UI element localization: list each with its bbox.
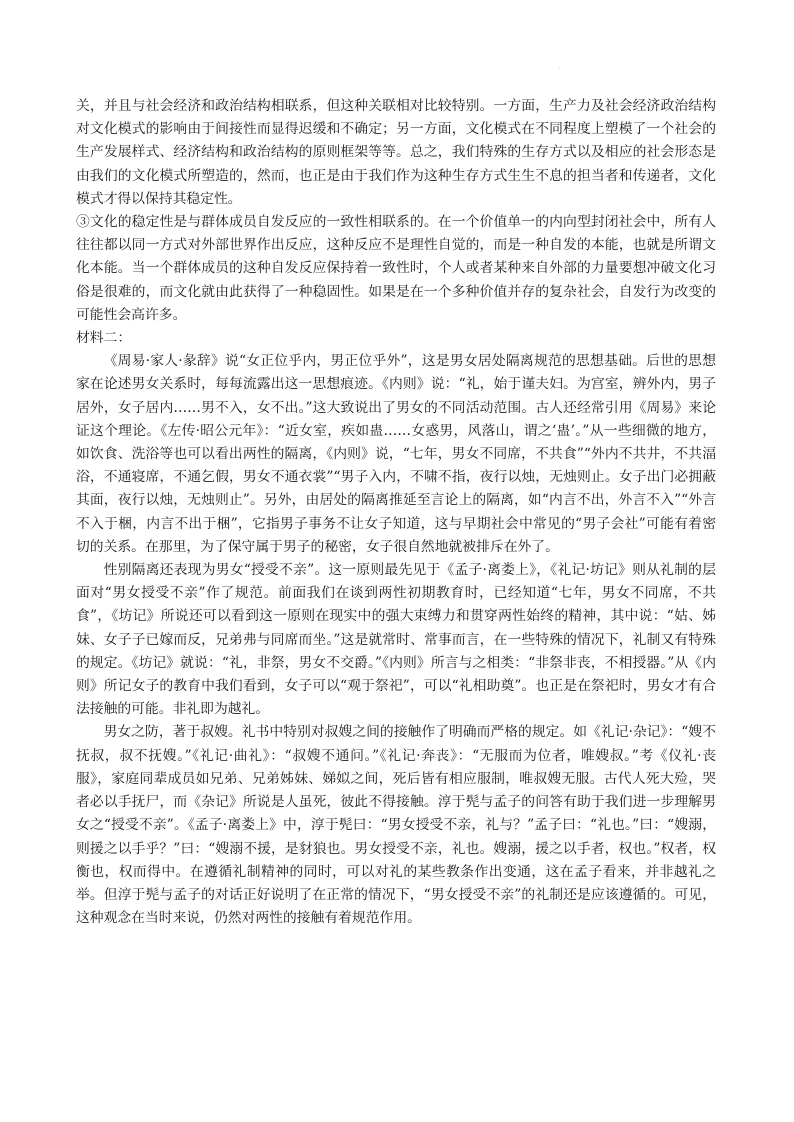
paragraph-stability: ③文化的稳定性是与群体成员自发反应的一致性相联系的。在一个价值单一的内向型封闭社会中，所有人往往都以同一方式对外部世界作出反应，这种反应不是理性自觉的，而是一种自发的本能，也就是所谓文化本能。当一个群体成员的这种自发反应保持着一致性时，个人或者某种来自外部的力量要想冲破文化习俗是很难的，而文化就由此获得了一种稳固性。如果是在一个多种价值并存的复杂社会，自发行为改变的可能性会高许多。 — [76, 214, 716, 323]
material-label: 材料二： — [76, 330, 132, 347]
paragraph-continued: 关，并且与社会经济和政治结构相联系，但这种关联相对比较特别。一方面，生产力及社会经济政治结构对文化模式的影响由于间接性而显得迟缓和不确定；另一方面，文化模式在不同程度上塑模了一个社会的生产发展样式、经济结构和政治结构的原则框架等等。总之，我们特殊的生存方式以及相应的社会形态是由我们的文化模式所塑造的，然而，也正是由于我们作为这种生存方式生生不息的担当者和传递者，文化模式才得以保持其稳定性。 — [76, 98, 716, 207]
header-mark: · — [558, 64, 561, 72]
paragraph-shusao: 男女之防，著于叔嫂。礼书中特别对叔嫂之间的接触作了明确而严格的规定。如《礼记·杂记》：“嫂不抚叔，叔不抚嫂。”《礼记·曲礼》：“叔嫂不通问。”《礼记·奔丧》：“无服而为位者，唯嫂叔。”考《仪礼·丧服》，家庭同辈成员如兄弟、兄弟姊妹、娣姒之间，死后皆有相应服制，唯叔嫂无服。古代人死大殓，哭者必以手抚尸，而《杂记》所说是人虽死，彼此不得接触。淳于髡与孟子的问答有助于我们进一步理解男女之“授受不亲”。《孟子·离娄上》中，淳于髡曰：“男女授受不亲，礼与？”孟子曰：“礼也。”曰：“嫂溺，则援之以手乎？”曰：“嫂溺不援，是豺狼也。男女授受不亲，礼也。嫂溺，援之以手者，权也。”权者，权衡也，权而得中。在遵循礼制精神的同时，可以对礼的某些教条作出变通，这在孟子看来，并非越礼之举。但淳于髡与孟子的对话正好说明了在正常的情况下，“男女授受不亲”的礼制还是应该遵循的。可见，这种观念在当时来说，仍然对两性的接触有着规范作用。 — [76, 724, 716, 927]
document-body — [76, 95, 716, 930]
paragraph-zhouyi: 《周易·家人·彖辞》说“女正位乎内，男正位乎外”，这是男女居处隔离规范的思想基础。后世的思想家在论述男女关系时，每每流露出这一思想痕迹。《内则》说：“礼，始于谨夫妇。为宫室，辨外内，男子居外，女子居内……男不入，女不出。”这大致说出了男女的不同活动范围。古人还经常引用《周易》来论证这个理论。《左传·昭公元年》：“近女室，疾如蛊……女惑男，风落山，谓之‘蛊’。”从一些细微的地方，如饮食、洗浴等也可以看出两性的隔离，《内则》说，“七年，男女不同席，不共食”“外内不共井，不共湢浴，不通寝席，不通乞假，男女不通衣裳”“男子入内，不啸不指，夜行以烛，无烛则止。女子出门必拥蔽其面，夜行以烛，无烛则止”。另外，由居处的隔离推延至言论上的隔离，如“内言不出，外言不入”“外言不入于梱，内言不出于梱”，它指男子事务不让女子知道，这与早期社会中常见的“男子会社”可能有着密切的关系。在那里，为了保守属于男子的秘密，女子很自然地就被排斥在外了。 — [76, 353, 716, 555]
paragraph-gender-separation: 性别隔离还表现为男女“授受不亲”。这一原则最先见于《孟子·离娄上》，《礼记·坊记》则从礼制的层面对“男女授受不亲”作了规范。前面我们在谈到两性初期教育时，已经知道“七年，男女不同席，不共食”，《坊记》所说还可以看到这一原则在现实中的强大束缚力和贯穿两性始终的精神，其中说：“姑、姊妹、女子子已嫁而反，兄弟弗与同席而坐。”这是就常时、常事而言，在一些特殊的情况下，礼制又有特殊的规定。《坊记》就说：“礼，非祭，男女不交爵。”《内则》所言与之相类：“非祭非丧，不相授器。”从《内则》所记女子的教育中我们看到，女子可以“观于祭祀”，可以“礼相助奠”。也正是在祭祀时，男女才有合法接触的可能。非礼即为越礼。 — [76, 562, 716, 718]
